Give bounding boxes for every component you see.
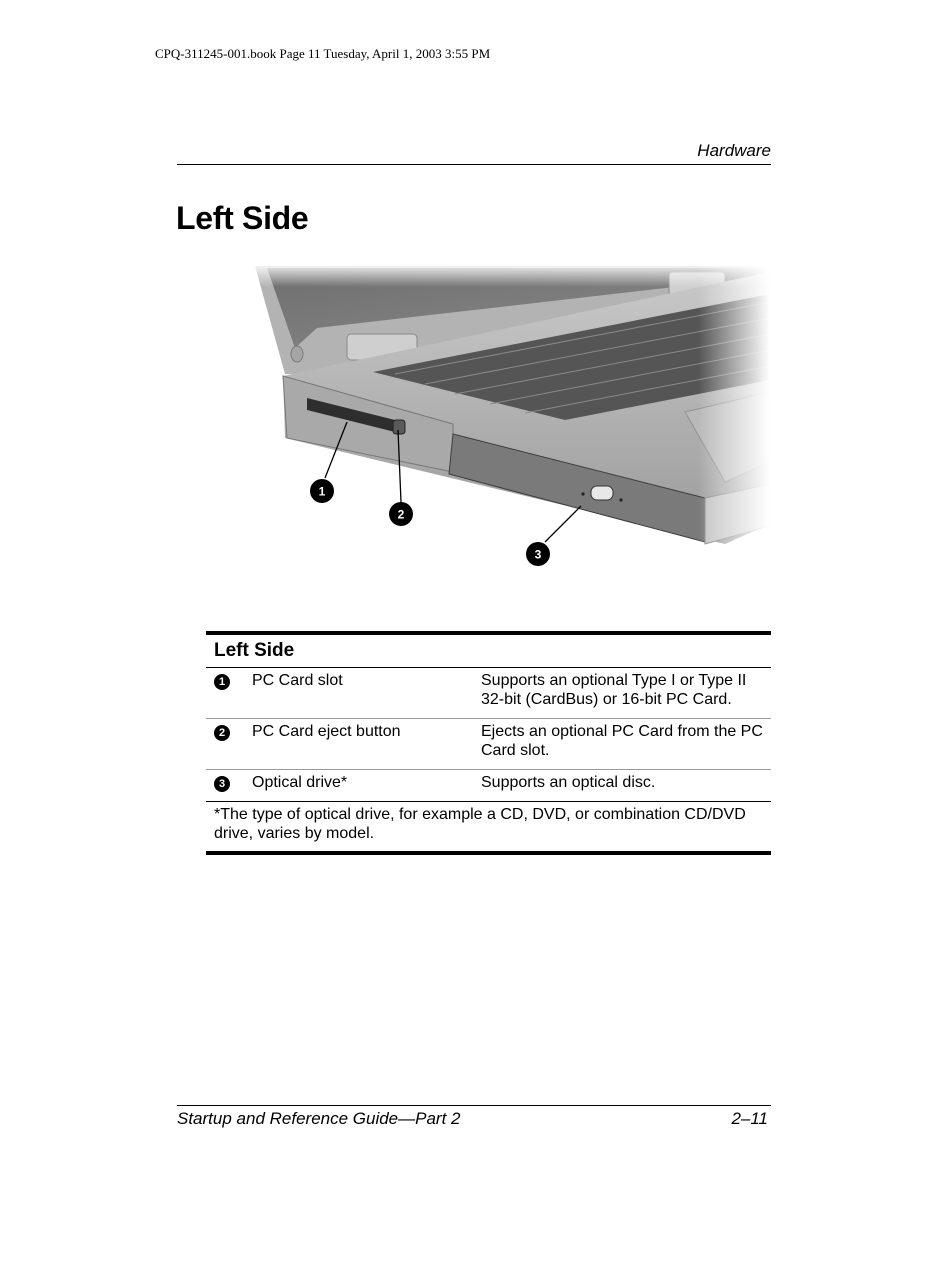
component-description: Supports an optical disc. (473, 770, 771, 802)
left-side-table (206, 631, 771, 855)
component-name: PC Card slot (244, 668, 473, 719)
table-footnote-row (206, 802, 771, 854)
laptop-illustration (255, 262, 770, 572)
callout-2 (389, 502, 413, 526)
svg-text:3: 3 (534, 547, 542, 562)
component-description: Supports an optional Type I or Type II 32-bit (CardBus) or 16-bit PC Card. (473, 668, 771, 719)
table-row (206, 770, 771, 802)
callout-3 (526, 542, 550, 566)
laptop-left-side-figure (255, 262, 770, 572)
running-head (177, 140, 771, 165)
page-number: 2–11 (731, 1109, 768, 1128)
component-description: Ejects an optional PC Card from the PC Card slot. (473, 719, 771, 770)
callout-number: 1 (214, 674, 230, 690)
table-row (206, 668, 771, 719)
print-line: CPQ-311245-001.book Page 11 Tuesday, April 1, 2003 3:55 PM (155, 46, 491, 61)
component-name: Optical drive* (244, 770, 473, 802)
footer-guide-title: Startup and Reference Guide—Part 2 (177, 1109, 461, 1128)
callout-1 (310, 479, 334, 503)
page-footer (177, 1105, 771, 1128)
svg-text:2: 2 (397, 507, 405, 522)
table-heading-row (206, 633, 771, 668)
component-name: PC Card eject button (244, 719, 473, 770)
page-title: Left Side (176, 200, 309, 236)
callout-number: 2 (214, 725, 230, 741)
svg-text:1: 1 (318, 484, 326, 499)
table-row (206, 719, 771, 770)
callout-number: 3 (214, 776, 230, 792)
table-heading: Left Side (206, 633, 771, 668)
running-head-text: Hardware (697, 141, 771, 160)
table-footnote: *The type of optical drive, for example a CD, DVD, or combination CD/DVD drive, varies by model. (206, 802, 771, 854)
